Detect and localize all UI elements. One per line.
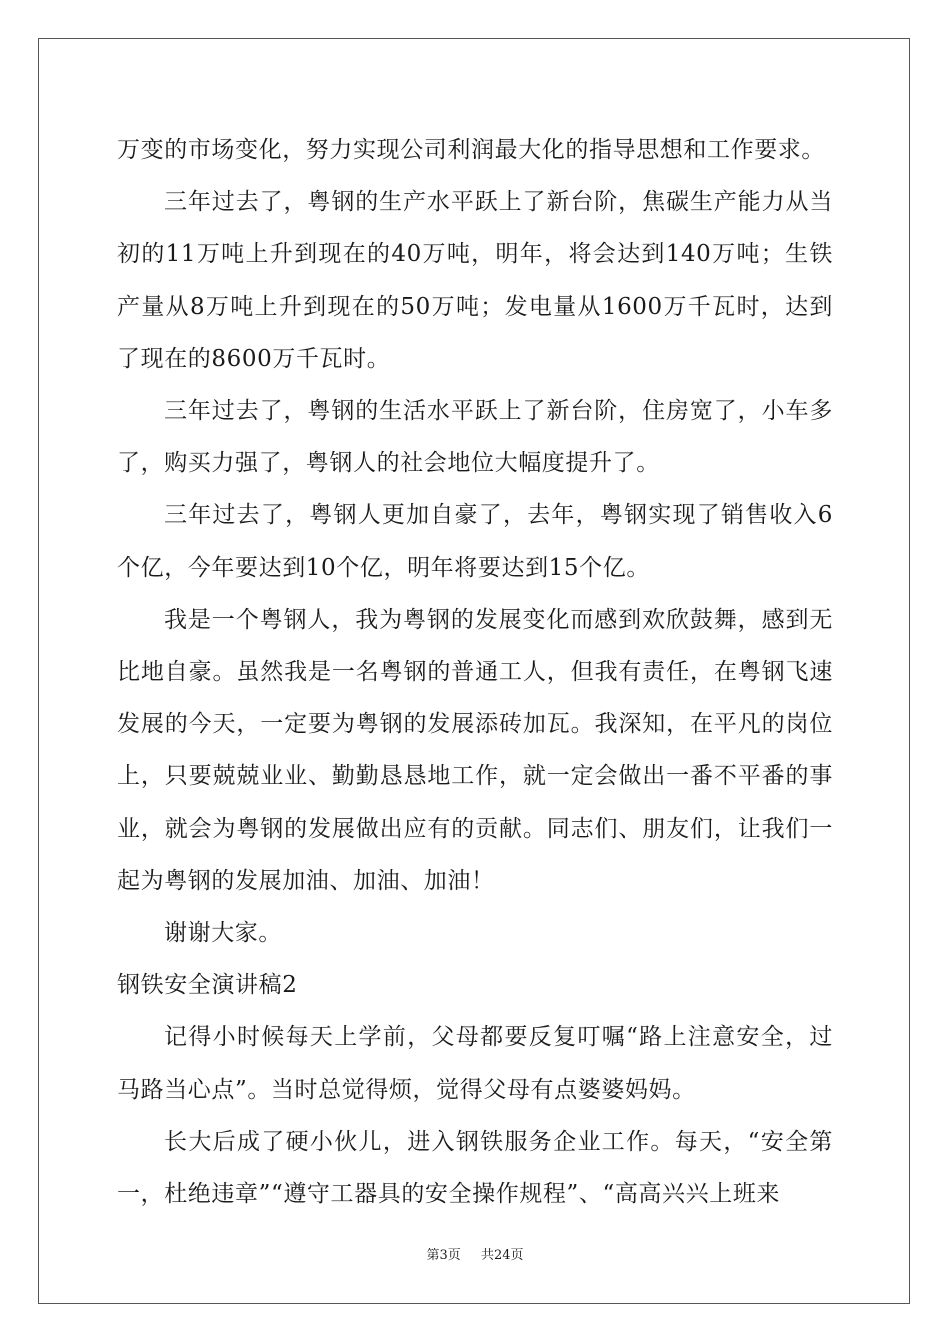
page-footer — [0, 1247, 950, 1265]
paragraph: 记得小时候每天上学前，父母都要反复叮嘱“路上注意安全，过马路当心点”。当时总觉得烦，觉得父母有点婆婆妈妈。 — [117, 1024, 833, 1103]
paragraph: 谢谢大家。 — [164, 920, 282, 947]
paragraph: 万变的市场变化，努力实现公司利润最大化的指导思想和工作要求。 — [117, 137, 825, 163]
section-title: 钢铁安全演讲稿2 — [117, 972, 298, 999]
total-pages: 共24页 — [480, 1248, 524, 1263]
page-number: 第3页 — [426, 1248, 461, 1263]
document-body — [117, 124, 833, 1220]
paragraph: 三年过去了，粤钢的生产水平跃上了新台阶，焦碳生产能力从当初的11万吨上升到现在的40万吨，明年，将会达到140万吨；生铁产量从8万吨上升到现在的50万吨；发电量从1600万千瓦时，达到了现在的8600万千瓦时。 — [117, 189, 833, 372]
paragraph: 三年过去了，粤钢人更加自豪了，去年，粤钢实现了销售收入6个亿，今年要达到10个亿，明年将要达到15个亿。 — [117, 502, 833, 581]
paragraph: 三年过去了，粤钢的生活水平跃上了新台阶，住房宽了，小车多了，购买力强了，粤钢人的社会地位大幅度提升了。 — [117, 398, 833, 477]
paragraph: 长大后成了硬小伙儿，进入钢铁服务企业工作。每天，“安全第一，杜绝违章”“遵守工器具的安全操作规程”、“高高兴兴上班来 — [117, 1128, 833, 1208]
paragraph: 我是一个粤钢人，我为粤钢的发展变化而感到欢欣鼓舞，感到无比地自豪。虽然我是一名粤钢的普通工人，但我有责任，在粤钢飞速发展的今天，一定要为粤钢的发展添砖加瓦。我深知，在平凡的岗位上，只要兢兢业业、勤勤恳恳地工作，就一定会做出一番不平番的事业，就会为粤钢的发展做出应有的贡献。同志们、朋友们，让我们一起为粤钢的发展加油、加油、加油！ — [117, 606, 833, 894]
